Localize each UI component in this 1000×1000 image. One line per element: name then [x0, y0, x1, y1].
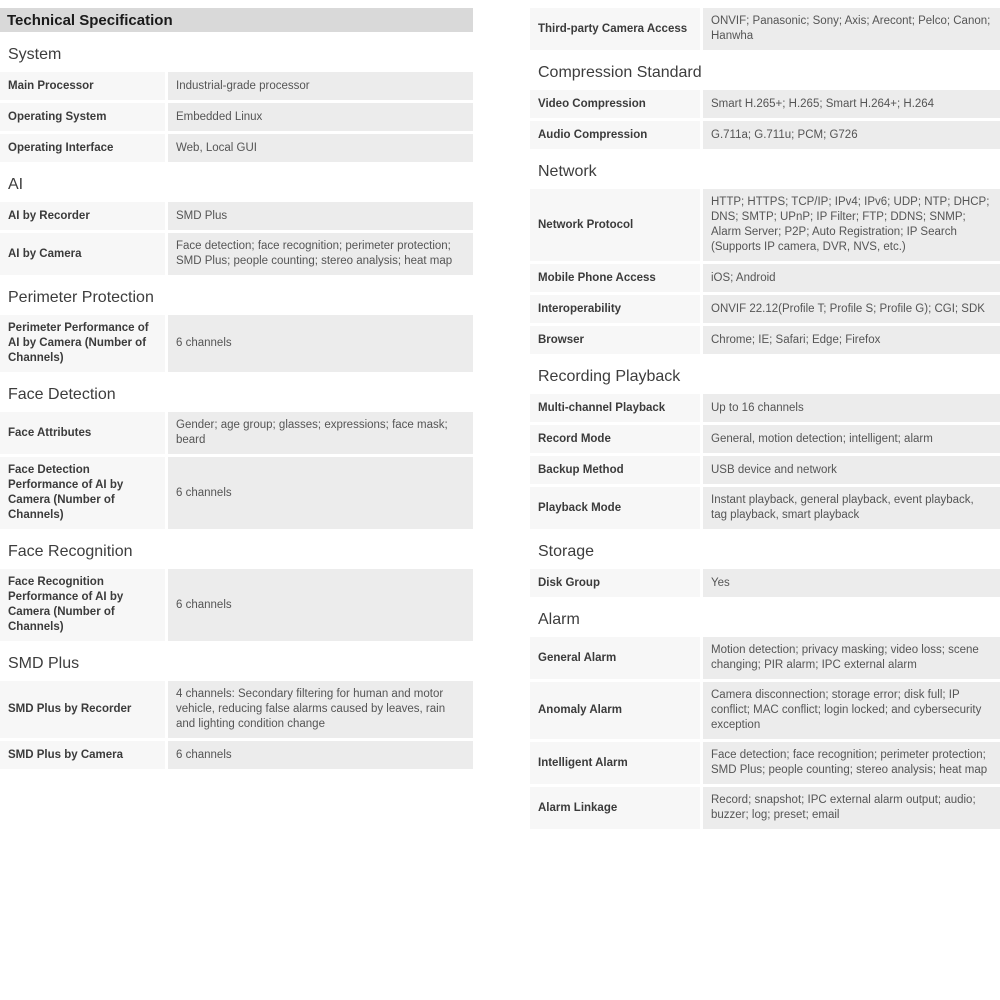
- spec-value: HTTP; HTTPS; TCP/IP; IPv4; IPv6; UDP; NTP; DHCP; DNS; SMTP; UPnP; IP Filter; FTP; DDNS; SNMP; Alarm Server; P2P; Auto Registration; IP Search (Supports IP camera, DVR, NVS, etc.): [703, 189, 1000, 261]
- section-heading: Recording Playback: [538, 368, 681, 385]
- spec-value: Record; snapshot; IPC external alarm output; audio; buzzer; log; preset; email: [703, 787, 1000, 829]
- spec-value: iOS; Android: [703, 264, 1000, 292]
- spec-row: [530, 394, 1000, 422]
- spec-value: USB device and network: [703, 456, 1000, 484]
- spec-value: 6 channels: [168, 315, 473, 372]
- spec-value: 4 channels: Secondary filtering for human and motor vehicle, reducing false alarms caused by leaves, rain and lighting condition change: [168, 681, 473, 738]
- spec-row: [530, 637, 1000, 679]
- spec-row: [530, 90, 1000, 118]
- spec-label: Anomaly Alarm: [530, 682, 700, 739]
- spec-row: [530, 8, 1000, 50]
- spec-value: General, motion detection; intelligent; alarm: [703, 425, 1000, 453]
- spec-row: [530, 425, 1000, 453]
- spec-value: ONVIF 22.12(Profile T; Profile S; Profile G); CGI; SDK: [703, 295, 1000, 323]
- spec-value: Face detection; face recognition; perimeter protection; SMD Plus; people counting; stereo analysis; heat map: [703, 742, 1000, 784]
- spec-value: ONVIF; Panasonic; Sony; Axis; Arecont; Pelco; Canon; Hanwha: [703, 8, 1000, 50]
- section-heading: Storage: [538, 543, 595, 560]
- spec-label: Alarm Linkage: [530, 787, 700, 829]
- left-spec-column: [0, 8, 473, 772]
- spec-value: Industrial-grade processor: [168, 72, 473, 100]
- spec-row: [530, 326, 1000, 354]
- spec-label: Backup Method: [530, 456, 700, 484]
- spec-label: Video Compression: [530, 90, 700, 118]
- spec-row: [0, 681, 473, 738]
- spec-label: Face Attributes: [0, 412, 165, 454]
- spec-row: [530, 569, 1000, 597]
- spec-label: Face Detection Performance of AI by Camera (Number of Channels): [0, 457, 165, 529]
- spec-row: [0, 457, 473, 529]
- spec-label: SMD Plus by Camera: [0, 741, 165, 769]
- spec-value: Up to 16 channels: [703, 394, 1000, 422]
- section-heading: System: [8, 46, 62, 63]
- spec-value: G.711a; G.711u; PCM; G726: [703, 121, 1000, 149]
- spec-label: Disk Group: [530, 569, 700, 597]
- spec-value: Instant playback, general playback, event playback, tag playback, smart playback: [703, 487, 1000, 529]
- spec-label: AI by Camera: [0, 233, 165, 275]
- spec-row: [530, 456, 1000, 484]
- spec-label: Interoperability: [530, 295, 700, 323]
- spec-row: [0, 569, 473, 641]
- spec-label: Network Protocol: [530, 189, 700, 261]
- spec-value: 6 channels: [168, 569, 473, 641]
- spec-label: Operating System: [0, 103, 165, 131]
- spec-value: Gender; age group; glasses; expressions; face mask; beard: [168, 412, 473, 454]
- spec-row: [530, 742, 1000, 784]
- spec-value: Face detection; face recognition; perimeter protection; SMD Plus; people counting; stereo analysis; heat map: [168, 233, 473, 275]
- right-spec-column: [530, 8, 1000, 832]
- spec-value: Yes: [703, 569, 1000, 597]
- spec-row: [0, 412, 473, 454]
- spec-label: Perimeter Performance of AI by Camera (Number of Channels): [0, 315, 165, 372]
- spec-row: [530, 295, 1000, 323]
- spec-label: SMD Plus by Recorder: [0, 681, 165, 738]
- spec-row: [530, 682, 1000, 739]
- section-heading: SMD Plus: [8, 655, 80, 672]
- spec-row: [0, 202, 473, 230]
- spec-row: [530, 787, 1000, 829]
- spec-value: SMD Plus: [168, 202, 473, 230]
- spec-row: [0, 134, 473, 162]
- spec-row: [0, 315, 473, 372]
- spec-label: Main Processor: [0, 72, 165, 100]
- page-title: Technical Specification: [7, 11, 173, 29]
- spec-row: [530, 264, 1000, 292]
- section-heading: Compression Standard: [538, 64, 702, 81]
- spec-label: Browser: [530, 326, 700, 354]
- spec-label: Audio Compression: [530, 121, 700, 149]
- spec-label: AI by Recorder: [0, 202, 165, 230]
- spec-label: Face Recognition Performance of AI by Camera (Number of Channels): [0, 569, 165, 641]
- spec-value: Smart H.265+; H.265; Smart H.264+; H.264: [703, 90, 1000, 118]
- spec-label: Playback Mode: [530, 487, 700, 529]
- section-heading: Alarm: [538, 611, 580, 628]
- spec-label: Mobile Phone Access: [530, 264, 700, 292]
- spec-label: Intelligent Alarm: [530, 742, 700, 784]
- right-sections-mount: [530, 8, 1000, 829]
- spec-value: Chrome; IE; Safari; Edge; Firefox: [703, 326, 1000, 354]
- spec-row: [0, 741, 473, 769]
- spec-label: General Alarm: [530, 637, 700, 679]
- spec-value: Motion detection; privacy masking; video loss; scene changing; PIR alarm; IPC external alarm: [703, 637, 1000, 679]
- spec-row: [0, 72, 473, 100]
- spec-label: Record Mode: [530, 425, 700, 453]
- spec-label: Third-party Camera Access: [530, 8, 700, 50]
- spec-row: [0, 233, 473, 275]
- spec-value: 6 channels: [168, 457, 473, 529]
- spec-row: [530, 189, 1000, 261]
- spec-row: [530, 121, 1000, 149]
- spec-label: Multi-channel Playback: [530, 394, 700, 422]
- section-heading: AI: [8, 176, 24, 193]
- spec-value: 6 channels: [168, 741, 473, 769]
- section-heading: Network: [538, 163, 597, 180]
- left-sections-mount: [0, 45, 473, 769]
- section-heading: Face Recognition: [8, 543, 133, 560]
- spec-value: Embedded Linux: [168, 103, 473, 131]
- spec-value: Web, Local GUI: [168, 134, 473, 162]
- section-heading: Face Detection: [8, 386, 116, 403]
- spec-label: Operating Interface: [0, 134, 165, 162]
- title-bar: [0, 8, 473, 32]
- section-heading: Perimeter Protection: [8, 289, 154, 306]
- spec-row: [0, 103, 473, 131]
- spec-row: [530, 487, 1000, 529]
- spec-value: Camera disconnection; storage error; disk full; IP conflict; MAC conflict; login locked; and cybersecurity exception: [703, 682, 1000, 739]
